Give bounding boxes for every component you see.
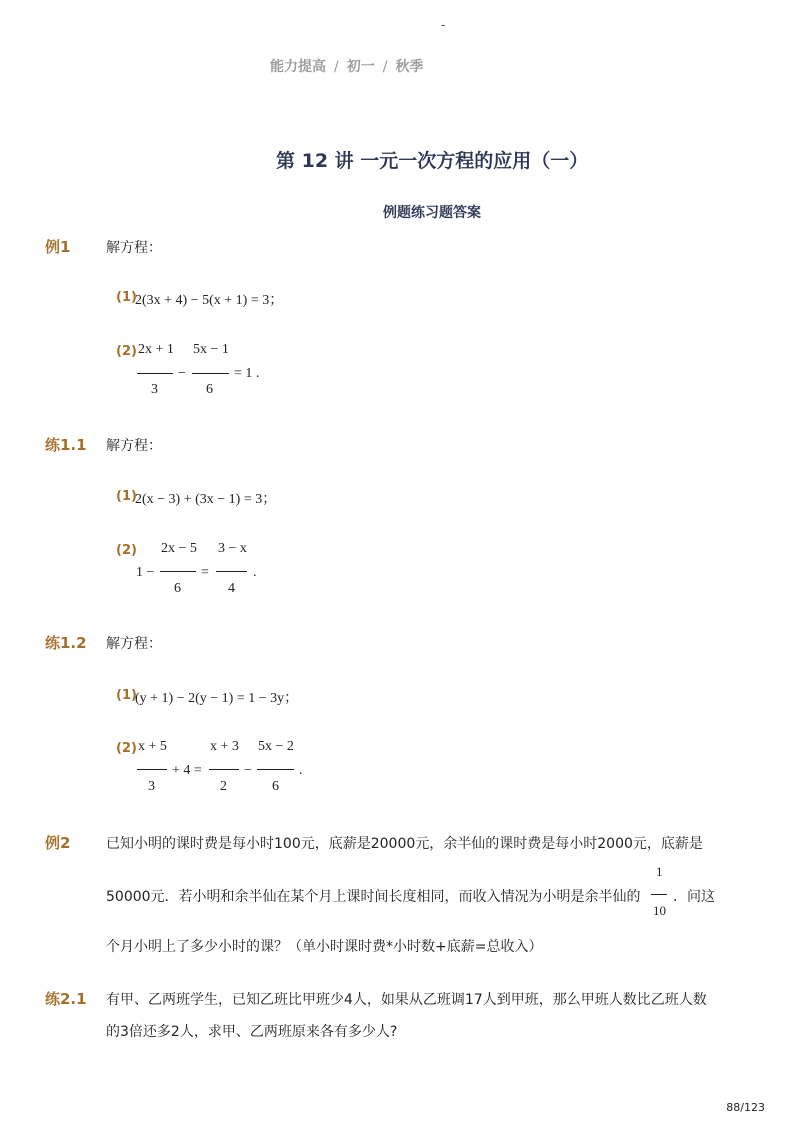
example-2-line-3: 个月小明上了多少小时的课？（单小时课时费*小时数+底薪=总收入） (106, 939, 543, 955)
breadcrumb-separator: / (382, 59, 388, 75)
practice-1-1-prompt: 解方程： (106, 438, 162, 454)
fraction-numerator: 5x − 2 (258, 739, 294, 754)
fraction-denominator: 3 (151, 382, 158, 397)
equation-middle: + 4 = (172, 763, 202, 778)
example-1-prompt: 解方程： (106, 240, 162, 256)
practice-1-2-label: 练1.2 (45, 634, 87, 652)
equation-rhs: = 1 . (234, 366, 260, 381)
breadcrumb-item-grade: 初一 (346, 59, 375, 75)
page-subtitle: 例题练习题答案 (383, 205, 481, 221)
fraction-bar (257, 769, 294, 770)
fraction-denominator: 3 (148, 779, 155, 794)
practice-1-1-part-2-number: (2) (116, 543, 137, 558)
fraction-bar (137, 373, 173, 374)
fraction-bar (651, 894, 667, 895)
equals-operator: = (201, 565, 209, 580)
minus-operator: − (244, 763, 252, 778)
fraction-bar (216, 571, 247, 572)
fraction-denominator: 10 (653, 903, 666, 918)
practice-2-1-line-1: 有甲、乙两班学生，已知乙班比甲班少4人，如果从乙班调17人到甲班，那么甲班人数比乙班人数 (106, 992, 707, 1008)
fraction-numerator: x + 5 (138, 739, 167, 754)
period: . (299, 763, 303, 778)
practice-1-2-part-1-number: (1) (116, 688, 137, 703)
fraction-bar (160, 571, 196, 572)
example-2-line-1: 已知小明的课时费是每小时100元，底薪是20000元，余半仙的课时费是每小时2000元，底薪是 (106, 836, 703, 852)
example-1-part-2-number: (2) (116, 344, 137, 359)
fraction-denominator: 4 (228, 581, 235, 596)
fraction-bar (192, 373, 229, 374)
fraction-numerator: 3 − x (218, 541, 247, 556)
breadcrumb-separator: / (334, 59, 339, 75)
example-1-part-1-equation: 2(3x + 4) − 5(x + 1) = 3； (135, 293, 284, 308)
example-2-line-2-end: ．问这 (673, 889, 715, 905)
practice-2-1-label: 练2.1 (45, 990, 87, 1008)
practice-1-1-label: 练1.1 (45, 436, 87, 454)
fraction-bar (137, 769, 167, 770)
breadcrumb-item-level: 能力提高 (270, 59, 326, 75)
practice-1-2-part-1-equation: (y + 1) − 2(y − 1) = 1 − 3y； (135, 691, 299, 706)
top-dash: - (441, 18, 446, 32)
practice-1-1-part-1-number: (1) (116, 489, 137, 504)
fraction-numerator: 2x − 5 (161, 541, 197, 556)
page-number: 88/123 (726, 1101, 765, 1114)
breadcrumb (270, 56, 423, 76)
page-title: 第 12 讲 一元一次方程的应用（一） (276, 150, 589, 172)
fraction-numerator: 2x + 1 (138, 342, 174, 357)
period: . (253, 565, 257, 580)
fraction-denominator: 6 (206, 382, 213, 397)
fraction-numerator: 1 (656, 864, 663, 879)
fraction-numerator: x + 3 (210, 739, 239, 754)
practice-1-1-part-1-equation: 2(x − 3) + (3x − 1) = 3； (135, 492, 277, 507)
fraction-denominator: 6 (174, 581, 181, 596)
practice-1-2-part-2-number: (2) (116, 741, 137, 756)
fraction-denominator: 6 (272, 779, 279, 794)
fraction-numerator: 5x − 1 (193, 342, 229, 357)
fraction-bar (209, 769, 239, 770)
equation-lhs: 1 − (136, 565, 155, 580)
fraction-denominator: 2 (220, 779, 227, 794)
example-2-line-2: 50000元．若小明和余半仙在某个月上课时间长度相同，而收入情况为小明是余半仙的 (106, 889, 641, 905)
practice-1-2-prompt: 解方程： (106, 636, 162, 652)
practice-2-1-line-2: 的3倍还多2人，求甲、乙两班原来各有多少人? (106, 1024, 398, 1040)
example-1-label: 例1 (45, 238, 71, 256)
example-2-label: 例2 (45, 834, 71, 852)
minus-operator: − (178, 366, 186, 381)
example-1-part-1-number: (1) (116, 290, 137, 305)
breadcrumb-item-season: 秋季 (395, 59, 424, 75)
